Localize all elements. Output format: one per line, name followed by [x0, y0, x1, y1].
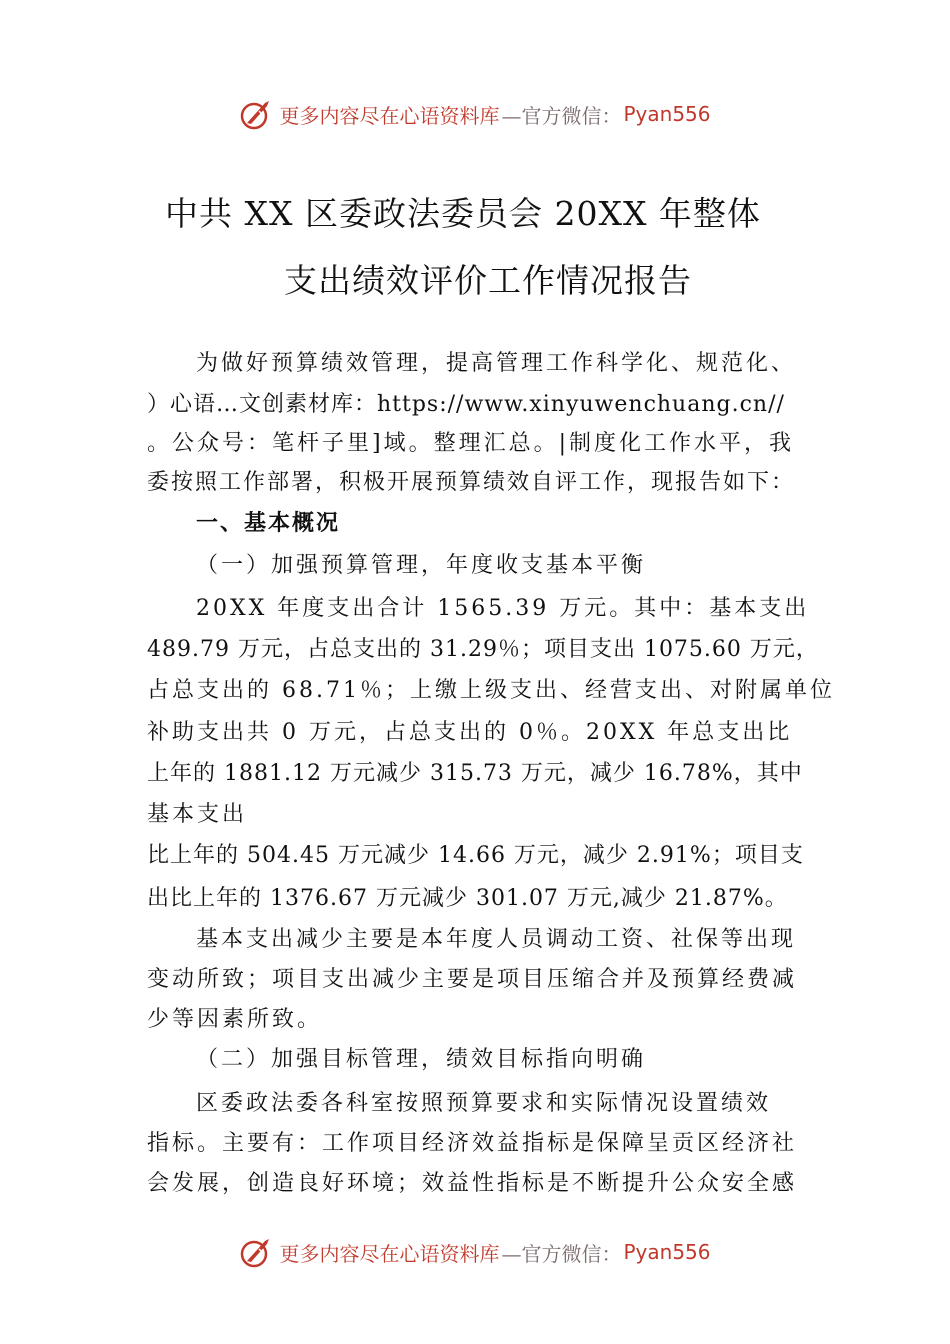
paragraph-line: 委按照工作部署，积极开展预算绩效自评工作，现报告如下： [147, 470, 796, 495]
paragraph-line: 出比上年的 1376.67 万元减少 301.07 万元,减少 21.87%。 [147, 886, 788, 911]
section-heading-1: 一、基本概况 [196, 511, 341, 536]
paragraph-line: 指标。主要有：工作项目经济效益指标是保障呈贡区经济社 [147, 1131, 798, 1156]
paragraph-line: 会发展，创造良好环境；效益性指标是不断提升公众安全感 [147, 1171, 798, 1196]
banner-wechat-id: Pyan556 [623, 1240, 711, 1264]
paragraph-line: 比上年的 504.45 万元减少 14.66 万元，减少 2.91%；项目支 [147, 843, 804, 868]
quill-logo-icon [239, 97, 273, 131]
subsection-heading-2: （二）加强目标管理，绩效目标指向明确 [196, 1047, 647, 1072]
document-title-line-1: 中共 XX 区委政法委员会 20XX 年整体 [165, 194, 761, 233]
paragraph-line: 区委政法委各科室按照预算要求和实际情况设置绩效 [196, 1091, 772, 1116]
banner-wechat-label: —官方微信： [501, 103, 622, 128]
banner-site-text: 更多内容尽在心语资料库 [279, 103, 500, 128]
banner-wechat-label: —官方微信： [501, 1241, 622, 1266]
paragraph-line: 变动所致；项目支出减少主要是项目压缩合并及预算经费减 [147, 967, 798, 992]
footer-watermark-banner [0, 1232, 950, 1272]
banner-wechat-id: Pyan556 [623, 102, 711, 126]
document-title-line-2: 支出绩效评价工作情况报告 [284, 261, 692, 300]
paragraph-line: 上年的 1881.12 万元减少 315.73 万元，减少 16.78%，其中 [147, 761, 803, 786]
paragraph-line: 补助支出共 0 万元，占总支出的 0％。20XX 年总支出比 [147, 720, 793, 745]
paragraph-line: 20XX 年度支出合计 1565.39 万元。其中：基本支出 [196, 596, 810, 621]
paragraph-line: 为做好预算绩效管理，提高管理工作科学化、规范化、 [196, 351, 797, 376]
banner-site-text: 更多内容尽在心语资料库 [279, 1241, 500, 1266]
paragraph-line: 基本支出 [147, 802, 248, 827]
paragraph-line: 489.79 万元，占总支出的 31.29％；项目支出 1075.60 万元， [147, 637, 819, 662]
paragraph-line: 基本支出减少主要是本年度人员调动工资、社保等出现 [196, 927, 797, 952]
subsection-heading-1: （一）加强预算管理，年度收支基本平衡 [196, 553, 647, 578]
header-watermark-banner [0, 94, 950, 134]
paragraph-line: 。公众号：笔杆子里]域。整理汇总。|制度化工作水平，我 [147, 431, 794, 456]
paragraph-line: 少等因素所致。 [147, 1007, 323, 1032]
paragraph-line: 占总支出的 68.71％；上缴上级支出、经营支出、对附属单位 [147, 678, 835, 703]
paragraph-line: ）心语…文创素材库：https://www.xinyuwenchuang.cn// [147, 392, 785, 417]
quill-logo-icon [239, 1235, 273, 1269]
